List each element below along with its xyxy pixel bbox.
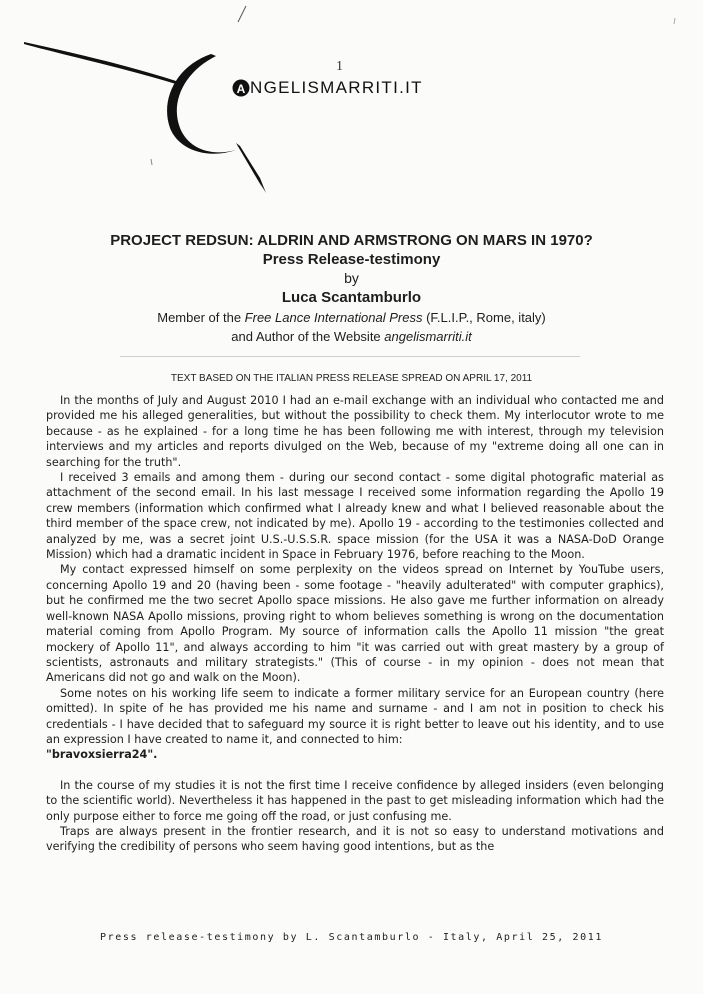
website-prefix: and Author of the Website [231, 329, 385, 344]
logo-text [232, 78, 423, 98]
page-footer: Press release-testimony by L. Scantamburlo - Italy, April 25, 2011 [100, 932, 603, 943]
logo-blade [236, 143, 263, 189]
paragraph: In the months of July and August 2010 I had an e-mail exchange with an individual who contacted me and provided me his alleged generalities, but without the possibility to check them. My interlocutor wrote to me because - as he explained - for a long time he has been following me with interest, through my television interviews and my articles and reports divulged on the Web, because of my "extreme doing all one can in searching for the truth". [46, 394, 664, 469]
page-subtitle: Press Release-testimony [262, 251, 441, 268]
byline-by: by [344, 270, 359, 286]
page-title: PROJECT REDSUN: ALDRIN AND ARMSTRONG ON MARS IN 1970? [110, 232, 593, 249]
paragraph: In the course of my studies it is not the first time I receive confidence by alleged insiders (even belonging to the scientific world). Nevertheless it has happened in the past to get misleading information which had the only purpose either to force me going off the road, or just confusing me. [46, 778, 664, 823]
logo-crescent [167, 54, 236, 154]
paragraph: I received 3 emails and among them - during our second contact - some digital photografic material as attachment of the second email. In his last message I received some information regarding the Apollo 19 crew members (information which confirmed what I already knew and what I believed reasonable about the third member of the space crew, not indicated by me). Apollo 19 - according to the testimonies collected and analyzed by me, was a secret joint U.S.-U.S.S.R. space mission (for the USA it was a NASA-DoD Orange Mission) which had a dramatic incident in Space in February 1976, before reaching to the Moon. [46, 471, 664, 562]
logo-swoosh [24, 42, 176, 84]
author-website [0, 327, 703, 346]
paragraph: My contact expressed himself on some perplexity on the videos spread on Internet by YouTube users, concerning Apollo 19 and 20 (having been - some footage - "heavily adulterated" with computer graphics), but he confirmed me the two secret Apollo space missions. He also gave me further information on already well-known NASA Apollo missions, proving right to whom believes something is wrong on the documentation material coming from Apollo Program. My source of information calls the Apollo 11 mission "the great mockery of Apollo 11", and always according to him "it was carried out with great mastery by a group of scientists, astronauts and military strategists." (This of course - in my opinion - does not mean that Americans did not go and walk on the Moon). [46, 563, 664, 685]
website-link: angelismarriti.it [384, 329, 472, 344]
author-affiliation [0, 308, 703, 327]
svg-text:A: A [236, 82, 246, 96]
logo-text-rest: NGELISMARRITI.IT [250, 78, 423, 97]
author-name: Luca Scantamburlo [281, 289, 422, 306]
header [0, 231, 703, 346]
codename: "bravoxsierra24". [46, 748, 158, 762]
affiliation-prefix: Member of the [157, 310, 245, 325]
logo-tick [238, 6, 246, 22]
source-note: TEXT BASED ON THE ITALIAN PRESS RELEASE SPREAD ON APRIL 17, 2011 [170, 373, 533, 384]
paragraph: Some notes on his working life seem to indicate a former military service for an European country (here omitted). In spite of he has provided me his name and surname - and I am not in position to check his credentials - I have decided that to safeguard my source it is right better to leave out his identity, and to use an expression I have created to name it, and connected to him: [46, 686, 664, 746]
logo-graphic [0, 0, 703, 260]
affiliation-suffix: (F.L.I.P., Rome, italy) [422, 310, 546, 325]
header-divider [120, 356, 580, 357]
article-body [46, 393, 664, 855]
page-number: 1 [336, 59, 343, 74]
paragraph: Traps are always present in the frontier research, and it is not so easy to understand motivations and verifying the credibility of persons who seem having good intentions, but as the [46, 824, 664, 854]
codename-line [46, 747, 664, 762]
affiliation-org: Free Lance International Press [244, 310, 423, 325]
